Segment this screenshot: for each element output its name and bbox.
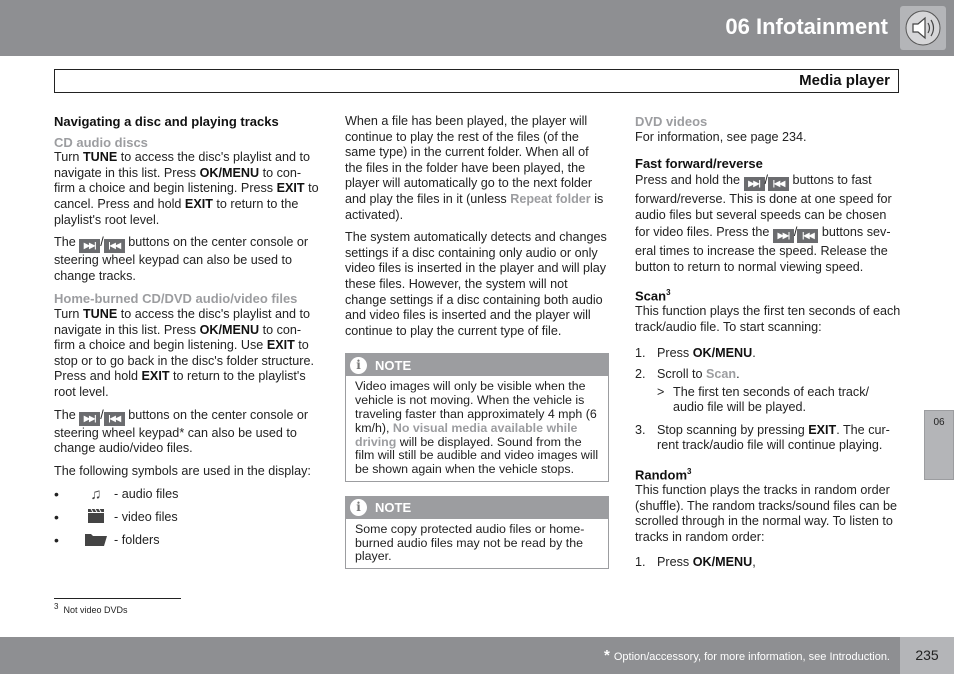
scan-step-2: 2. Scroll to Scan.	[635, 367, 740, 382]
column-1	[54, 114, 320, 555]
note-text: Video images will only be visible when the vehicle is not moving. When the vehicle is traveling faster than approximately 4 mph (6 km/h), No visual media available while driving will be displayed. Sound from the film will still be audible and video images will be shown again when the vehicle stops.	[355, 379, 599, 477]
speaker-icon	[900, 6, 946, 50]
cd-subheading: CD audio discs	[54, 134, 148, 150]
dvd-paragraph: For information, see page 234.	[635, 129, 807, 144]
prev-track-icon: |◀◀	[797, 229, 818, 243]
note-box-video	[345, 353, 609, 482]
note-box-copy-protection	[345, 496, 609, 569]
page-number-box	[900, 637, 954, 674]
chapter-header	[0, 0, 954, 56]
chapter-side-tab: 06	[924, 410, 954, 480]
nav-heading: Navigating a disc and playing tracks	[54, 114, 279, 129]
hb-paragraph-1: Turn TUNE to access the disc's playlist and to navigate in this list. Press OK/MENU to con-firm a choice and begin listening. Use EXIT to stop or to go back in the disc's folder structure. Press and hold EXIT to return to the playlist's root level.	[54, 306, 315, 399]
next-track-icon: ▶▶|	[79, 239, 100, 253]
note-text: Some copy protected audio files or home-burned audio files may not be read by the player.	[355, 521, 585, 564]
folder-icon	[84, 532, 108, 550]
section-title: Media player	[799, 72, 890, 89]
page-footer	[0, 637, 954, 674]
next-track-icon: ▶▶|	[773, 229, 794, 243]
column-3	[635, 114, 901, 577]
film-clapper-icon	[84, 509, 108, 527]
chapter-title: 06 Infotainment	[725, 14, 888, 39]
scan-heading: Scan$^3$	[635, 288, 671, 304]
prev-track-icon: |◀◀	[104, 239, 125, 253]
detection-paragraph: The system automatically detects and changes settings if a disc containing only audio or only video files is inserted in the player and will play these files. However, the system will not change settings if a disc containing both audio and video files is inserted and the player will continue to play the current type of file.	[345, 230, 607, 338]
note-label: NOTE	[375, 357, 412, 373]
symbol-label: - folders	[114, 532, 160, 547]
scan-step-3: 3. Stop scanning by pressing EXIT. The cur-rent track/audio file will continue playing.	[635, 422, 890, 453]
scan-paragraph: This function plays the first ten seconds of each track/audio file. To start scanning:	[635, 304, 901, 334]
random-step-1: 1. Press OK/MENU,	[635, 555, 756, 570]
info-icon: i	[350, 357, 367, 374]
info-icon: i	[350, 499, 367, 516]
cd-paragraph-1: Turn TUNE to access the disc's playlist and to navigate in this list. Press OK/MENU to con-firm a choice and begin listening. Press EXIT to cancel. Press and hold EXIT to return to the playlist's root level.	[54, 150, 319, 227]
prev-track-icon: |◀◀	[768, 177, 789, 191]
scan-step-1: 1. Press OK/MENU.	[635, 345, 756, 360]
random-heading: Random$^3$	[635, 467, 692, 483]
footnote-rule	[54, 598, 181, 599]
scan-result: > The first ten seconds of each track/ audio file will be played.	[657, 384, 869, 415]
symbol-label: - audio files	[114, 486, 179, 501]
symbols-intro: The following symbols are used in the display:	[54, 463, 311, 478]
note-label: NOTE	[375, 500, 412, 516]
playback-paragraph: When a file has been played, the player will continue to play the rest of the files (of the same type) in the current folder. When all of the files in the folder have been played, the player will automatically go to the next folder and play the files in it (unless Repeat folder is activated).	[345, 114, 604, 222]
next-track-icon: ▶▶|	[79, 412, 100, 426]
ff-heading: Fast forward/reverse	[635, 156, 763, 172]
symbol-row-audio: • ♫ - audio files	[54, 485, 179, 503]
next-track-icon: ▶▶|	[744, 177, 765, 191]
footer-note: * Option/accessory, for more information, see Introduction.	[604, 647, 890, 664]
prev-track-icon: |◀◀	[104, 412, 125, 426]
column-2	[345, 114, 609, 583]
ff-paragraph: Press and hold the ▶▶| / |◀◀ buttons to fast forward/reverse. This is done at one speed for audio files but several speeds can be chosen for video files. Press the ▶▶| / |◀◀ buttons sev-eral times to increase the speed. Release the button to return to normal viewing speed.	[635, 172, 892, 274]
music-note-icon: ♫	[90, 485, 102, 503]
hb-paragraph-2: The ▶▶| / |◀◀ buttons on the center console or steering wheel keypad* can also be used to change audio/video files.	[54, 407, 309, 456]
section-title-bar	[54, 69, 899, 93]
random-paragraph: This function plays the tracks in random order (shuffle). The random tracks/sound files can be scrolled through in the normal way. To listen to tracks in random order:	[635, 483, 898, 544]
footnote: $^3$ Not video DVDs	[54, 602, 128, 615]
symbol-label: - video files	[114, 509, 178, 524]
page-number: 235	[915, 647, 939, 663]
symbol-row-folder: • - folders	[54, 531, 160, 548]
symbol-row-video: • - video files	[54, 508, 178, 525]
note-header	[346, 497, 608, 519]
home-burned-subheading: Home-burned CD/DVD audio/video files	[54, 291, 298, 307]
cd-paragraph-2: The ▶▶| / |◀◀ buttons on the center console or steering wheel keypad can also be used to change tracks.	[54, 235, 309, 283]
note-header	[346, 354, 608, 376]
dvd-subheading: DVD videos	[635, 114, 708, 129]
